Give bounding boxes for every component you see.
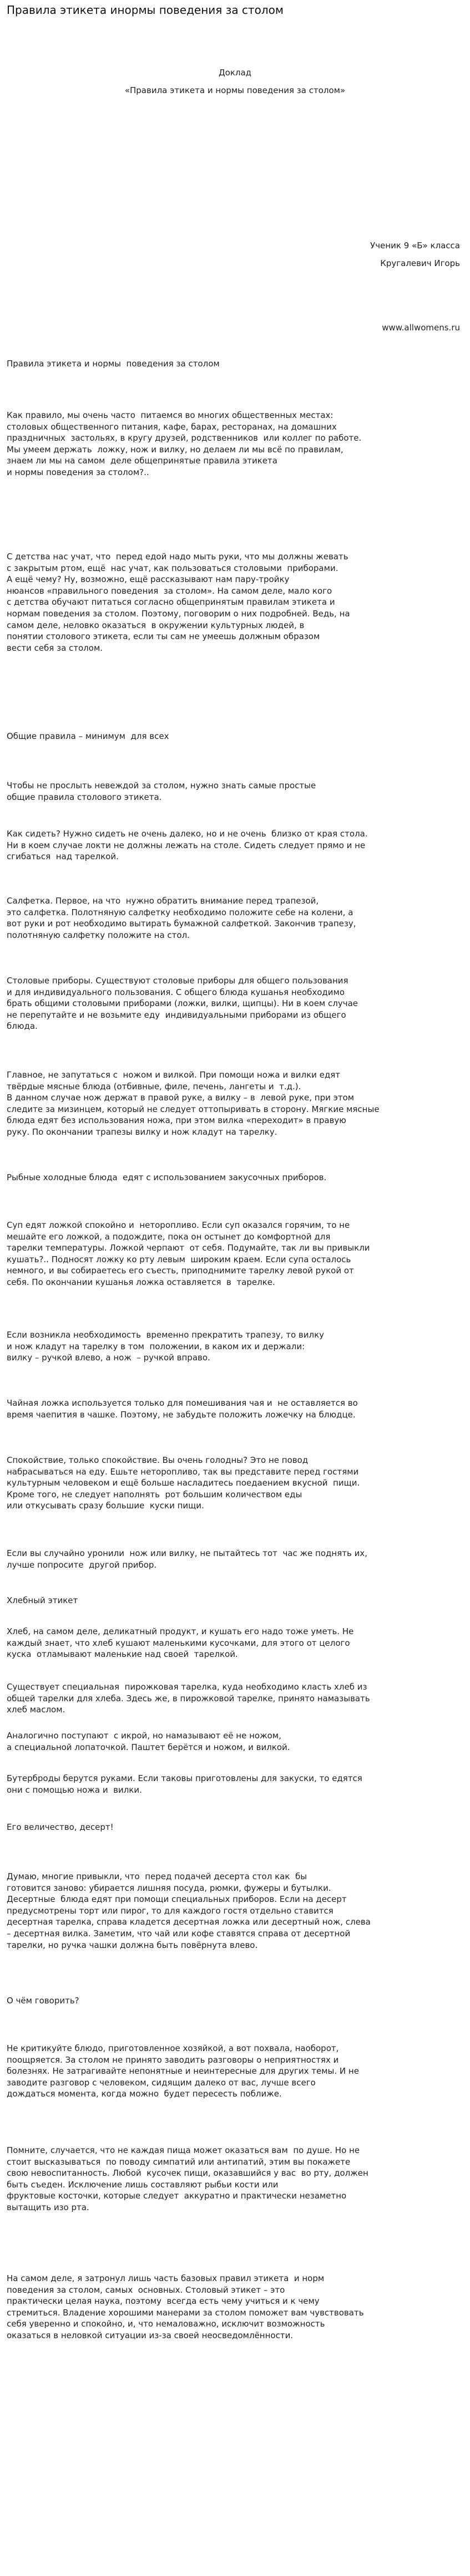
paragraph: Чтобы не прослыть невеждой за столом, нужно знать самые простые общие правила столового этикета. <box>7 781 316 802</box>
paragraph: Столовые приборы. Существуют столовые приборы для общего пользования и для индивидуального пользования. С общего блюда кушанья необходимо брать общими столовыми приборами (ложки, вилки, щипцы). Ни в коем случае не перепутайте и не возьмите еду индивидуальными приборами из общего блюда. <box>7 976 358 1032</box>
paragraph: Хлеб, на самом деле, деликатный продукт, и кушать его надо тоже уметь. Не каждый знает, что хлеб кушают маленькими кусочками, для этого от целого куска отламывают маленькие над своей тарелкой. <box>7 1626 354 1660</box>
source-site: www.allwomens.ru <box>382 323 460 333</box>
paragraph: Аналогично поступают с икрой, но намазывают её не ножом, а специальной лопаточкой. Паштет берётся и ножом, и вилкой. <box>7 1731 290 1752</box>
report-label: Доклад <box>218 68 252 78</box>
paragraph: Как правило, мы очень часто питаемся во многих общественных местах: столовых общественного питания, кафе, барах, ресторанах, на домашних праздничных застольях, в кругу друзей, родственников или коллег по работе. Мы умеем держать ложку, нож и вилку, но делаем ли мы всё по правилам, знаем ли мы на самом деле общепринятые правила этикета и нормы поведения за столом?.. <box>7 410 362 477</box>
paragraph: На самом деле, я затронул лишь часть базовых правил этикета и норм поведения за столом, самых основных. Столовый этикет – это практически целая наука, поэтому всегда есть чему учиться и к чему стремиться. Владение хорошими манерами за столом поможет вам чувствовать себя уверенно и спокойно, и, что немаловажно, исключит возможность оказаться в неловкой ситуации из-за своей неосведомлённости. <box>7 2273 364 2340</box>
section-heading: О чём говорить? <box>7 1996 79 2006</box>
paragraph: Рыбные холодные блюда едят с использованием закусочных приборов. <box>7 1172 327 1182</box>
section-heading: Общие правила – минимум для всех <box>7 731 169 741</box>
section-heading: Его величество, десерт! <box>7 1822 114 1832</box>
author-name: Кругалевич Игорь <box>380 258 460 268</box>
section-heading: Правила этикета и нормы поведения за столом <box>7 359 220 369</box>
page-title: Правила этикета инормы поведения за столом <box>7 3 284 17</box>
paragraph: Помните, случается, что не каждая пища может оказаться вам по душе. Но не стоит высказываться по поводу симпатий или антипатий, этим вы покажете свою невоспитанность. Любой кусочек пищи, оказавшийся у вас во рту, должен быть съеден. Исключение лишь составляют рыбьи кости или фруктовые косточки, которые следует аккуратно и практически незаметно вытащить изо рта. <box>7 2145 368 2212</box>
section-heading: Хлебный этикет <box>7 1595 78 1605</box>
author-line: Ученик 9 «Б» класса <box>370 241 460 251</box>
paragraph: Спокойствие, только спокойствие. Вы очень голодны? Это не повод набрасываться на еду. Ешьте неторопливо, так вы представите перед гостями культурным человеком и ещё больше насладитесь поедаением вкусной пищи. Кроме того, не следует наполнять рот большим количеством еды или откусывать сразу большие куски пищи. <box>7 1455 360 1511</box>
report-title: «Правила этикета и нормы поведения за столом» <box>124 85 346 95</box>
paragraph: Думаю, многие привыкли, что перед подачей десерта стол как бы готовится заново: убирается лишняя посуда, рюмки, фужеры и бутылки. Десертные блюда едят при помощи специальных приборов. Если на десерт предусмотрены торт или пирог, то для каждого гостя отдельно ставится десертная тарелка, справа кладется десертная ложка или десертный нож, слева – десертная вилка. Заметим, что чай или кофе ставятся справа от десертной тарелки, но ручка чашки должна быть повёрнута влево. <box>7 1871 371 1950</box>
paragraph: Чайная ложка используется только для помешивания чая и не оставляется во время чаепития в чашке. Поэтому, не забудьте положить ложечку на блюдце. <box>7 1398 358 1420</box>
paragraph: Главное, не запутаться с ножом и вилкой. При помощи ножа и вилки едят твёрдые мясные блюда (отбивные, филе, печень, лангеты и т.д.). В данном случае нож держат в правой руке, а вилку – в левой руке, при этом следите за мизинцем, который не следует оттопыривать в сторону. Мягкие мясные блюда едят без использования ножа, при этом вилка «переходит» в правую руку. По окончании трапезы вилку и нож кладут на тарелку. <box>7 1070 380 1137</box>
paragraph: Суп едят ложкой спокойно и неторопливо. Если суп оказался горячим, то не мешайте его ложкой, а подождите, пока он остынет до комфортной для тарелки температуры. Ложкой черпают от себя. Подумайте, так ли вы привыкли кушать?.. Подносят ложку ко рту левым широким краем. Если супа осталось немного, и вы собираетесь его съесть, приподнимите тарелку левой рукой от себя. По окончании кушанья ложка оставляется в тарелке. <box>7 1220 370 1287</box>
paragraph: Существует специальная пирожковая тарелка, куда необходимо класть хлеб из общей тарелки для хлеба. Здесь же, в пирожковой тарелке, принято намазывать хлеб маслом. <box>7 1682 370 1715</box>
paragraph: Если вы случайно уронили нож или вилку, не пытайтесь тот час же поднять их, лучше попросите другой прибор. <box>7 1548 367 1570</box>
paragraph: С детства нас учат, что перед едой надо мыть руки, что мы должны жевать с закрытым ртом, ещё нас учат, как пользоваться столовыми приборами. А ещё чему? Ну, возможно, ещё рассказывают нам пару-тройку нюансов «правильного поведения за столом». На самом деле, мало кого с детства обучают питаться согласно общепринятым правилам этикета и нормам поведения за столом. Поэтому, поговорим о них подробней. Ведь, на самом деле, неловко оказаться в окружении культурных людей, в понятии столового этикета, если ты сам не умеешь должным образом вести себя за столом. <box>7 552 350 653</box>
paragraph: Бутерброды берутся руками. Если таковы приготовлены для закуски, то едятся они с помощью ножа и вилки. <box>7 1773 362 1795</box>
paragraph: Как сидеть? Нужно сидеть не очень далеко, но и не очень близко от края стола. Ни в коем случае локти не должны лежать на столе. Сидеть следует прямо и не сгибаться над тарелкой. <box>7 829 368 862</box>
paragraph: Не критикуйте блюдо, приготовленное хозяйкой, а вот похвала, наоборот, поощряется. За столом не принято заводить разговоры о неприятностях и болезнях. Не затрагивайте непонятные и неинтересные для других темы. И не заводите разговор с человеком, сидящим далеко от вас, лучше всего дождаться момента, когда можно будет пересесть поближе. <box>7 2043 359 2099</box>
paragraph: Салфетка. Первое, на что нужно обратить внимание перед трапезой, это салфетка. Полотняную салфетку необходимо положите себе на колени, а вот руки и рот необходимо вытирать бумажной салфеткой. Закончив трапезу, полотняную салфетку положите на стол. <box>7 896 356 940</box>
paragraph: Если возникла необходимость временно прекратить трапезу, то вилку и нож кладут на тарелку в том положении, в каком их и держали: вилку – ручкой влево, а нож – ручкой вправо. <box>7 1330 325 1363</box>
